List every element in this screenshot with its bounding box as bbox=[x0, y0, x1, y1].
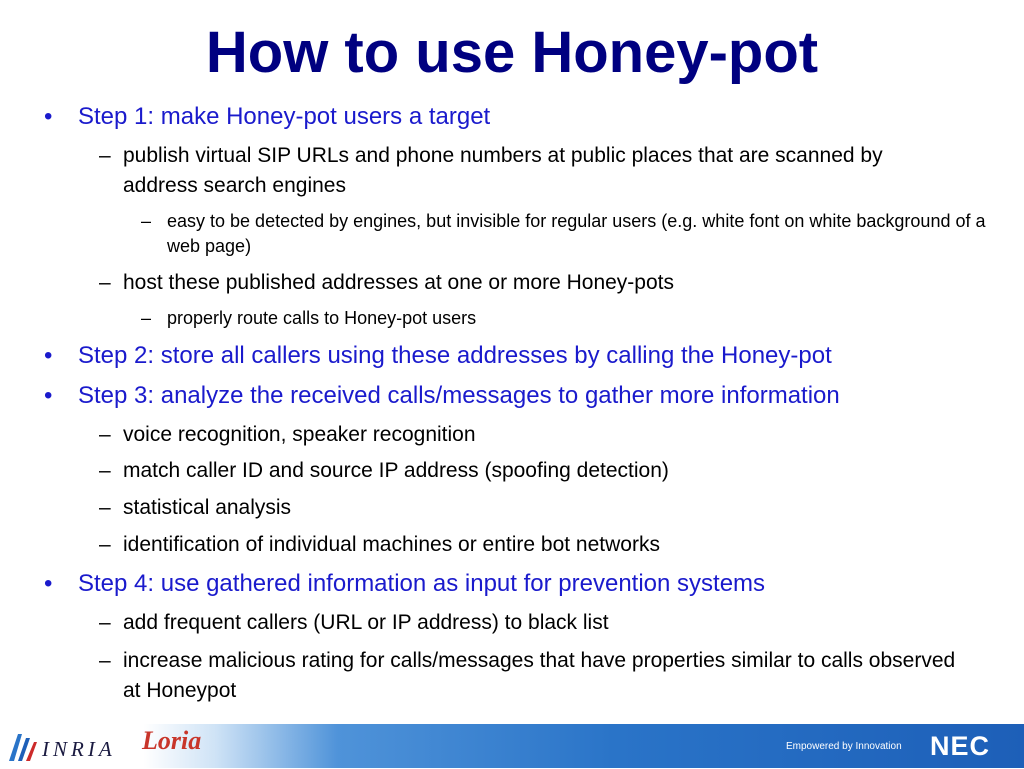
list-item-text: Step 3: analyze the received calls/messages to gather more information bbox=[78, 382, 840, 409]
list-item-text: Step 2: store all callers using these addresses by calling the Honey-pot bbox=[78, 342, 832, 369]
list-item-text: increase malicious rating for calls/messages that have properties similar to calls observed at Honeypot bbox=[123, 649, 956, 702]
loria-logo: Loria bbox=[142, 726, 202, 755]
nec-tagline: Empowered by Innovation bbox=[786, 741, 902, 752]
list-item-text: match caller ID and source IP address (spoofing detection) bbox=[123, 459, 669, 482]
bullet-marker: • bbox=[44, 382, 53, 409]
list-item-text: host these published addresses at one or more Honey-pots bbox=[123, 271, 674, 294]
list-item-text: publish virtual SIP URLs and phone numbers at public places that are scanned by address search engines bbox=[123, 144, 883, 197]
dash-marker: – bbox=[99, 144, 111, 167]
slide-title: How to use Honey-pot bbox=[205, 20, 819, 85]
dash-marker: – bbox=[141, 211, 152, 231]
list-item-text: statistical analysis bbox=[123, 496, 292, 519]
list-item-text: easy to be detected by engines, but invisible for regular users (e.g. white font on white background of a web page) bbox=[167, 211, 986, 256]
nec-logo: NEC bbox=[930, 731, 991, 761]
list-item-text: Step 4: use gathered information as input for prevention systems bbox=[78, 570, 766, 597]
bullet-marker: • bbox=[44, 103, 53, 130]
dash-marker: – bbox=[99, 496, 111, 519]
dash-marker: – bbox=[99, 533, 111, 556]
dash-marker: – bbox=[99, 611, 111, 634]
inria-emblem-icon bbox=[6, 728, 40, 764]
list-item-text: properly route calls to Honey-pot users bbox=[167, 308, 477, 328]
dash-marker: – bbox=[99, 459, 111, 482]
list-item-text: add frequent callers (URL or IP address) to black list bbox=[123, 611, 609, 634]
footer-bar bbox=[0, 724, 1024, 768]
dash-marker: – bbox=[141, 308, 152, 328]
bullet-marker: • bbox=[44, 342, 53, 369]
dash-marker: – bbox=[99, 423, 111, 446]
list-item-text: voice recognition, speaker recognition bbox=[123, 423, 476, 446]
inria-logo bbox=[6, 728, 136, 764]
list-item-text: identification of individual machines or entire bot networks bbox=[123, 533, 660, 556]
bullet-marker: • bbox=[44, 570, 53, 597]
dash-marker: – bbox=[99, 649, 111, 672]
inria-wordmark: INRIA bbox=[42, 737, 116, 761]
dash-marker: – bbox=[99, 271, 111, 294]
list-item-text: Step 1: make Honey-pot users a target bbox=[78, 103, 491, 130]
